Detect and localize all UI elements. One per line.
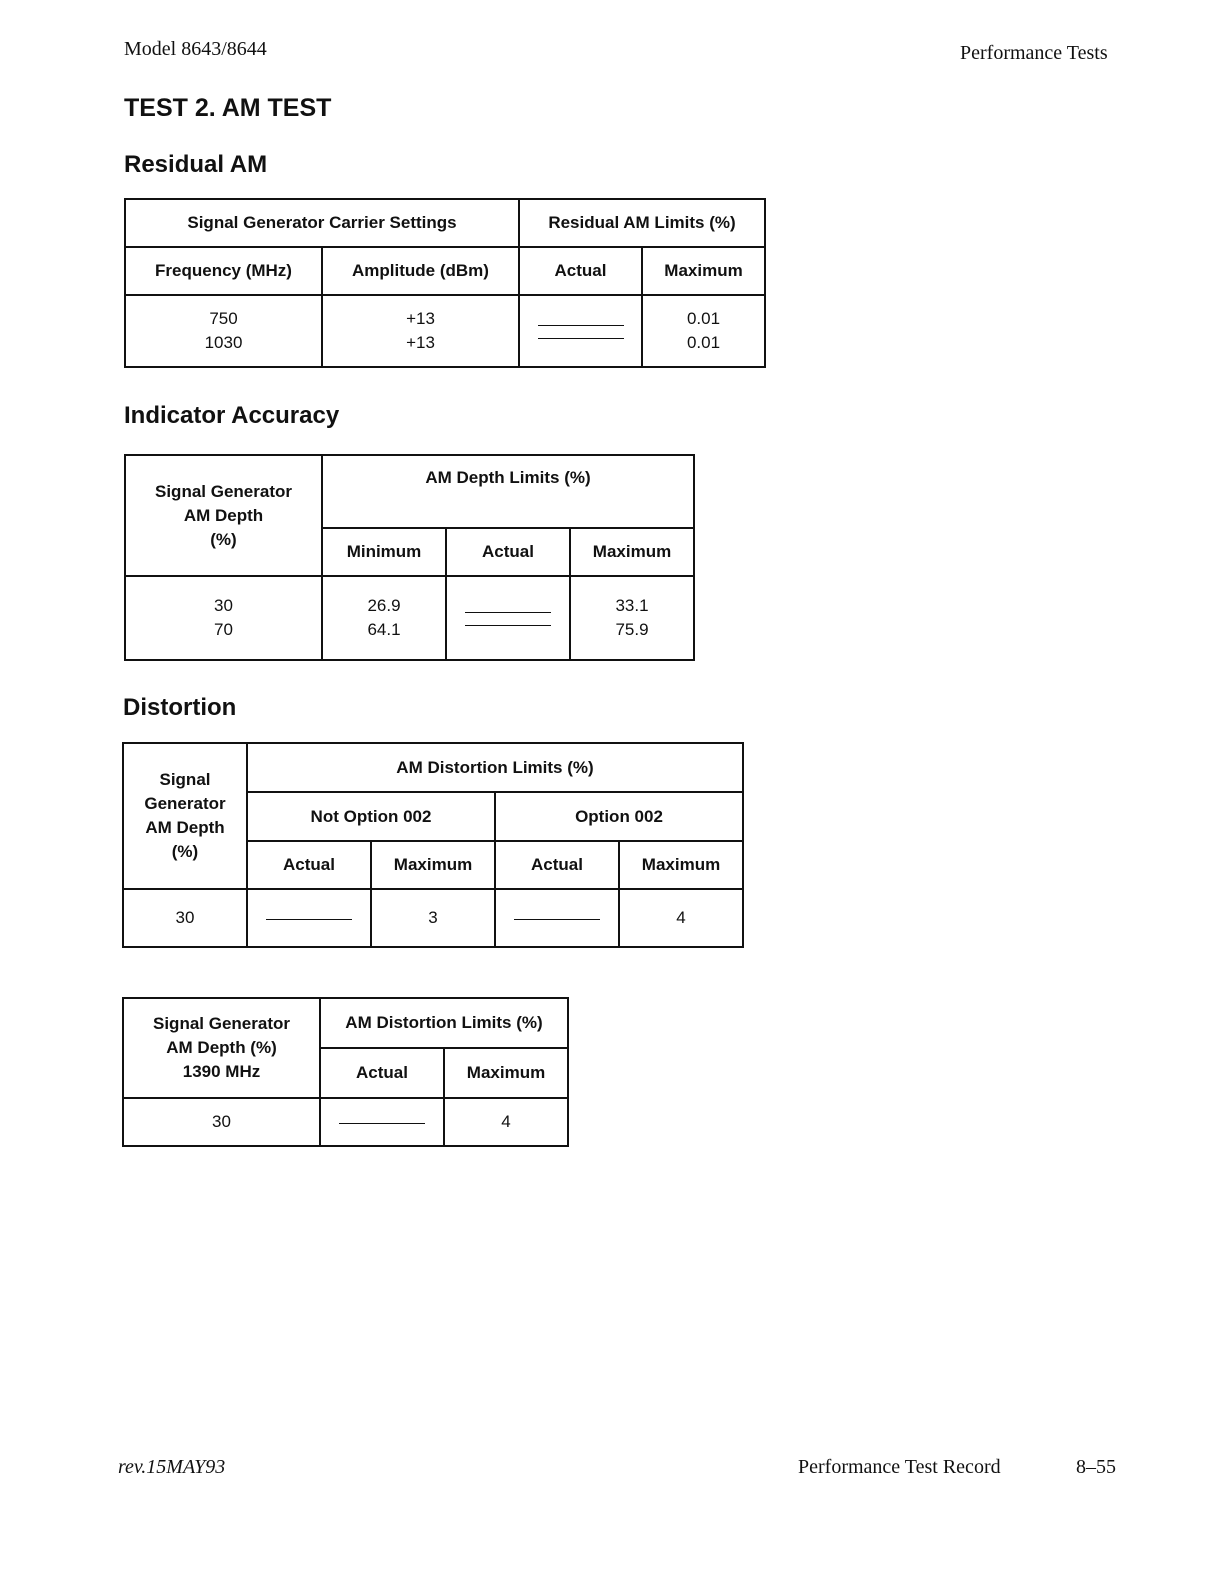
actual-entry-blank[interactable] xyxy=(514,918,600,920)
indicator-accuracy-table xyxy=(124,454,695,661)
amplitude-column-header: Amplitude (dBm) xyxy=(322,247,519,295)
row-header-line: 1390 MHz xyxy=(182,1062,261,1081)
option-002-header: Option 002 xyxy=(495,792,743,841)
maximum-column-header: Maximum xyxy=(444,1048,568,1098)
minimum-column-header: Minimum xyxy=(322,528,446,576)
maximum-cell xyxy=(570,576,694,660)
am-depth-row-header xyxy=(123,998,320,1098)
depth-value: 30 xyxy=(123,889,247,947)
not-option-002-header: Not Option 002 xyxy=(247,792,495,841)
actual-entry-blank[interactable] xyxy=(266,918,352,920)
maximum-column-header: Maximum xyxy=(642,247,765,295)
maximum-value: 4 xyxy=(619,889,743,947)
indicator-accuracy-heading: Indicator Accuracy xyxy=(124,402,340,429)
actual-entry-cell xyxy=(519,295,642,367)
actual-entry-blank[interactable] xyxy=(465,611,551,613)
row-header-line: (%) xyxy=(210,529,237,549)
depth-value: 30 xyxy=(214,596,233,615)
am-distortion-limits-header: AM Distortion Limits (%) xyxy=(320,998,568,1048)
actual-column-header: Actual xyxy=(495,841,619,889)
page-title: TEST 2. AM TEST xyxy=(124,94,332,122)
maximum-cell xyxy=(642,295,765,367)
actual-column-header: Actual xyxy=(519,247,642,295)
carrier-settings-header: Signal Generator Carrier Settings xyxy=(125,199,519,247)
depth-value: 70 xyxy=(214,620,233,639)
header-section: Performance Tests xyxy=(960,42,1108,64)
amplitude-value: +13 xyxy=(406,333,435,352)
header-model: Model 8643/8644 xyxy=(124,38,267,60)
row-header-line: AM Depth (%) xyxy=(166,1038,277,1057)
frequency-column-header: Frequency (MHz) xyxy=(125,247,322,295)
row-header-line: Signal xyxy=(159,770,211,789)
actual-entry-cell xyxy=(446,576,570,660)
actual-column-header: Actual xyxy=(320,1048,444,1098)
actual-column-header: Actual xyxy=(247,841,371,889)
am-depth-row-header xyxy=(123,743,247,889)
row-header-line: AM Depth xyxy=(145,818,225,837)
maximum-value: 33.1 xyxy=(615,596,649,615)
actual-column-header: Actual xyxy=(446,528,570,576)
distortion-table xyxy=(122,742,744,948)
actual-entry-blank[interactable] xyxy=(538,337,624,339)
actual-entry-blank[interactable] xyxy=(538,324,624,326)
actual-entry-blank[interactable] xyxy=(339,1122,425,1124)
footer-record-title: Performance Test Record xyxy=(798,1456,1001,1478)
amplitude-cell xyxy=(322,295,519,367)
maximum-value: 3 xyxy=(371,889,495,947)
residual-am-heading: Residual AM xyxy=(124,151,268,178)
row-header-line: (%) xyxy=(171,842,199,861)
minimum-value: 64.1 xyxy=(367,620,401,639)
distortion-heading: Distortion xyxy=(123,694,237,721)
maximum-column-header: Maximum xyxy=(371,841,495,889)
am-depth-limits-header: AM Depth Limits (%) xyxy=(322,455,694,528)
maximum-value: 0.01 xyxy=(686,333,721,352)
frequency-value: 1030 xyxy=(204,333,243,352)
row-header-line: Signal Generator xyxy=(155,481,292,501)
frequency-value: 750 xyxy=(209,309,238,328)
actual-entry-cell xyxy=(320,1098,444,1146)
depth-value: 30 xyxy=(123,1098,320,1146)
revision-date: rev.15MAY93 xyxy=(118,1456,226,1478)
row-header-line: Generator xyxy=(144,794,226,813)
row-header-line: AM Depth xyxy=(183,505,264,525)
maximum-value: 4 xyxy=(444,1098,568,1146)
frequency-cell xyxy=(125,295,322,367)
page-number: 8–55 xyxy=(1076,1456,1116,1478)
actual-entry-cell xyxy=(495,889,619,947)
maximum-value: 0.01 xyxy=(686,309,721,328)
residual-limits-header: Residual AM Limits (%) xyxy=(519,199,765,247)
actual-entry-blank[interactable] xyxy=(465,624,551,626)
am-depth-row-header xyxy=(125,455,322,576)
distortion-1390-table xyxy=(122,997,569,1147)
amplitude-value: +13 xyxy=(406,309,435,328)
depth-cell xyxy=(125,576,322,660)
actual-entry-cell xyxy=(247,889,371,947)
maximum-value: 75.9 xyxy=(615,620,649,639)
am-distortion-limits-header: AM Distortion Limits (%) xyxy=(247,743,743,792)
minimum-value: 26.9 xyxy=(367,596,401,615)
minimum-cell xyxy=(322,576,446,660)
maximum-column-header: Maximum xyxy=(570,528,694,576)
residual-am-table xyxy=(124,198,766,368)
row-header-line: Signal Generator xyxy=(153,1014,290,1033)
maximum-column-header: Maximum xyxy=(619,841,743,889)
